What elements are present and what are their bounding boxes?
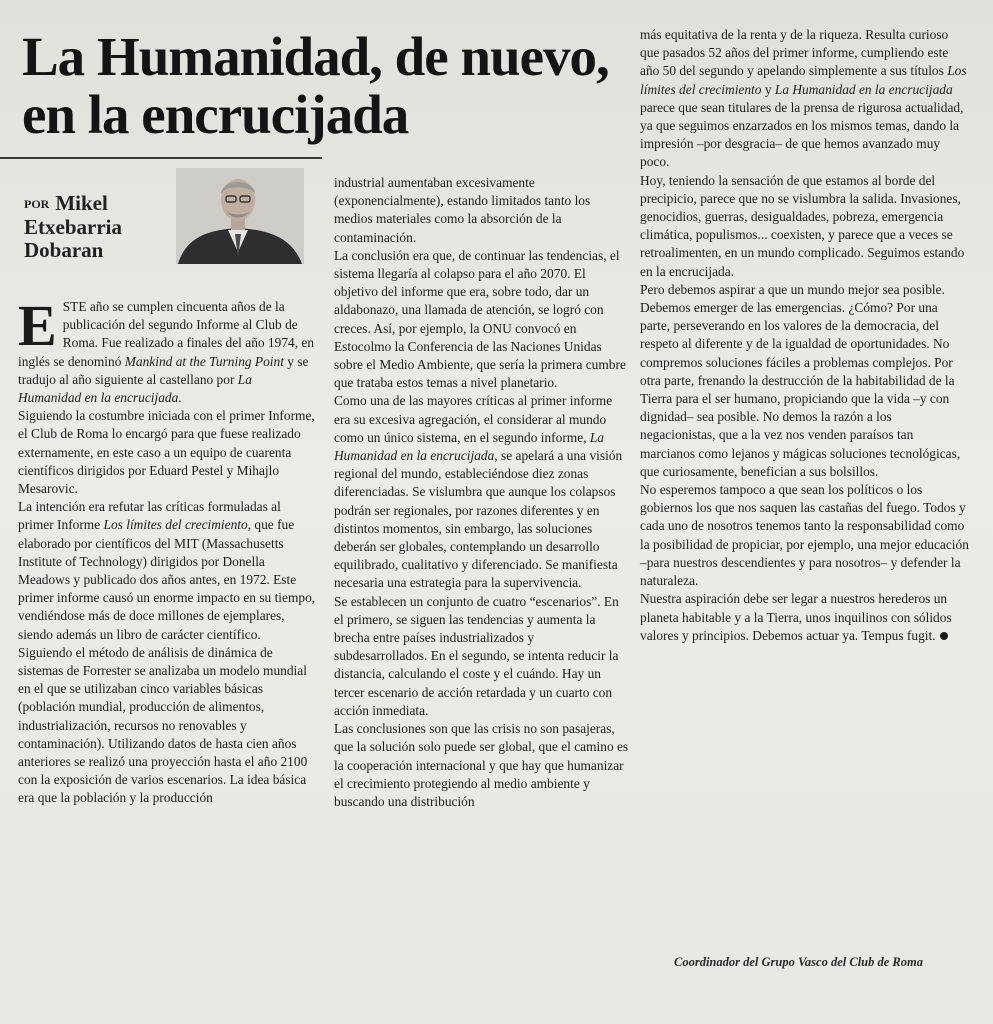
text-run: Como una de las mayores críticas al primer informe era su excesiva agregación, el considerar al mundo como un único sistema, en el segundo informe, <box>334 393 613 445</box>
paragraph <box>18 293 316 407</box>
byline <box>24 192 174 262</box>
text-run: Nuestra aspiración debe ser legar a nuestros herederos un planeta habitable y a la Tierra, unos inquilinos con sólidos valores y principios. Debemos actuar ya. Tempus fugit. <box>640 591 952 643</box>
book-title: La Humanidad en la encrucijada <box>774 81 953 97</box>
author-name-line3: Dobaran <box>24 238 104 262</box>
article-headline: La Humanidad, de nuevo, en la encrucijada <box>22 26 609 145</box>
paragraph: Hoy, teniendo la sensación de que estamos al borde del precipicio, parece que no se vislumbra la salida. Invasiones, genocidios, guerras, desigualdades, pobreza, emergencia climática, populismos... coexisten, y parece que a veces se retroalimenten, en un mundo complicado. Seguimos estando en la encrucijada. <box>640 172 965 279</box>
book-title: Los límites del crecimiento <box>640 63 967 97</box>
author-portrait-drawing <box>176 168 304 264</box>
byline-prefix: POR <box>24 197 50 211</box>
book-title: Mankind at the Turning Point <box>124 353 284 369</box>
end-of-article-bullet <box>940 632 948 640</box>
author-portrait-photo <box>176 168 304 264</box>
drop-cap: E <box>18 293 57 358</box>
book-title: La Humanidad en la encrucijada <box>334 429 605 464</box>
paragraph <box>334 392 630 592</box>
paragraph: Siguiendo el método de análisis de dinámica de sistemas de Forrester se analizaba un modelo mundial en el que se utilizaban cinco variables básicas (población mundial, producción de alimentos, industrialización, recursos no renovables y contaminación). Utilizando datos de hasta cien años anteriores se realizó una proyección hasta el año 2100 con la exposición de varios escenarios. La idea básica era que la población y la producción <box>18 644 308 806</box>
paragraph: industrial aumentaban excesivamente (exponencialmente), estando limitados tanto los medios materiales como la absorción de la contaminación. <box>334 175 591 245</box>
text-run: y <box>761 81 775 97</box>
book-title: La Humanidad en la encrucijada <box>18 371 252 406</box>
paragraph: Se establecen un conjunto de cuatro “escenarios”. En el primero, se siguen las tendencias y aumenta la brecha entre países industrializados y subdesarrollados. En el segundo, se intenta reducir la distancia, calculando el coste y el cuándo. Hay un tercer escenario de acción retardada y un cuarto con acción inmediata. <box>334 593 619 718</box>
text-run: parece que sean titulares de la prensa de rigurosa actualidad, ya que seguimos enzarzados en los mismos temas, dando la impresión –por desgracia– de que hemos avanzado muy poco. <box>640 99 964 170</box>
headline-rule <box>0 157 322 159</box>
text-run: más equitativa de la renta y de la riqueza. Resulta curioso que pasados 52 años del primer informe, cumpliendo este año 50 del segundo y apelando simplemente a sus títulos <box>640 27 949 79</box>
book-title: Los límites del crecimiento <box>103 517 248 533</box>
paragraph: Siguiendo la costumbre iniciada con el primer Informe, el Club de Roma lo encargó para que fuese realizado externamente, en este caso a un equipo de cuarenta científicos dirigidos por Eduard Pestel y Mihajlo Mesarovic. <box>18 408 315 497</box>
article-column-2 <box>334 174 630 811</box>
paragraph: No esperemos tampoco a que sean los políticos o los gobiernos los que nos saquen las castañas del fuego. Todos y cada uno de nosotros tenemos tanto la responsabilidad como la posibilidad de propiciar, por ejemplo, una mejor educación –para nuestros descendientes y para nosotros– y defender la naturaleza. <box>640 482 969 589</box>
paragraph: Pero debemos aspirar a que un mundo mejor sea posible. Debemos emerger de las emergencias. ¿Cómo? Por una parte, perseverando en los valores de la democracia, del respeto al diferente y de la igualdad de oportunidades. No compremos soluciones fáciles a problemas complejos. Por otra parte, frenando la destrucción de la habitabilidad de la Tierra para el ser humano, propiciando que la vida –y con dignidad– sea posible. No demos la razón a los negacionistas, que a la vez nos venden paraísos tan marcianos como lejanos y mágicas soluciones tecnológicas, que curiosamente, benefician a sus bolsillos. <box>640 281 961 479</box>
paragraph: La conclusión era que, de continuar las tendencias, el sistema llegaría al colapso para el año 2070. El objetivo del informe que era, sobre todo, dar un aldabonazo, una llamada de atención, se logró con creces. Así, por ejemplo, la ONU convocó en Estocolmo la Conferencia de las Naciones Unidas sobre el Medio Ambiente, que sería la primera cumbre que trataba estos temas a nivel planetario. <box>334 247 626 391</box>
text-run: La intención era refutar las críticas formuladas al primer Informe <box>18 499 281 533</box>
author-signature-note: Coordinador del Grupo Vasco del Club de Roma <box>674 955 923 969</box>
text-run: STE año se cumplen cincuenta años de la publicación del segundo Informe al Club de Roma. Fue realizado a finales del año 1974, en inglés se denominó <box>18 299 315 369</box>
paragraph <box>18 498 316 644</box>
text-run: . <box>178 390 182 406</box>
author-name-line2: Etxebarria <box>24 215 122 239</box>
paragraph <box>640 590 970 645</box>
paragraph: Las conclusiones son que las crisis no son pasajeras, que la solución solo puede ser global, que el camino es la cooperación internacional y que hay que humanizar el crecimiento protegiendo al medio ambiente y buscando una distribución <box>334 721 629 809</box>
article-column-1 <box>18 293 316 808</box>
text-run: , se apelará a una visión regional del mundo, estableciéndose diez zonas diferenciadas. Se vislumbra que aunque los colapsos podrán ser regionales, por razones diferentes y en distintos momentos, sin embargo, las soluciones deberán ser globales, contemplando un desarrollo equilibrado, cualitativo y diferenciado. Se manifiesta necesaria una estrategia para la supervivencia. <box>334 448 623 591</box>
paragraph <box>640 26 970 172</box>
text-run: y se tradujo al año siguiente al castellano por <box>18 353 309 387</box>
author-name-line1: Mikel <box>55 191 108 215</box>
text-run: , que fue elaborado por científicos del MIT (Massachusetts Institute of Technology) dirigidos por Donella Meadows y publicado dos años antes, en 1972. Este primer informe causó un enorme impacto en su tiempo, vendiéndose más de doce millones de ejemplares, siendo además un libro de carácter científico. <box>18 517 316 642</box>
article-column-3 <box>640 26 970 645</box>
